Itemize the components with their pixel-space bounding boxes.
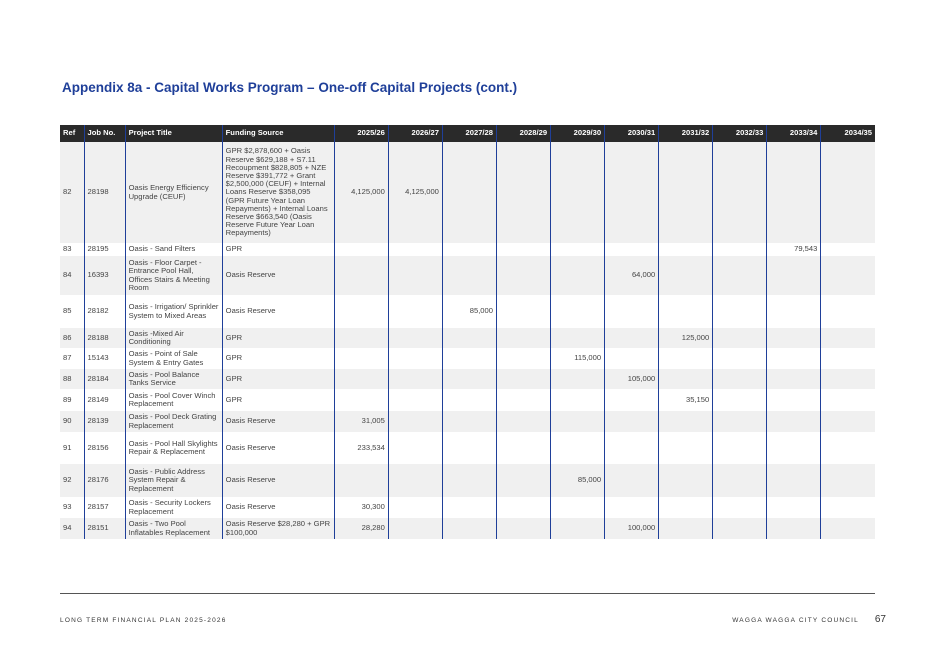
cell-2030-31: 105,000 [605,369,659,389]
cell-2034-35 [821,432,875,464]
cell-job-no: 28149 [84,389,125,411]
cell-job-no: 28139 [84,411,125,432]
cell-2031-32 [659,348,713,369]
cell-2034-35 [821,464,875,497]
cell-2025-26: 31,005 [334,411,388,432]
cell-2033-34 [767,389,821,411]
column-header-2032-33: 2032/33 [713,125,767,142]
cell-2025-26: 233,534 [334,432,388,464]
cell-2026-27 [388,411,442,432]
column-header-funding-source: Funding Source [222,125,334,142]
cell-2029-30 [551,369,605,389]
cell-2028-29 [496,369,550,389]
cell-2031-32 [659,256,713,295]
cell-funding-source: GPR $2,878,600 + Oasis Reserve $629,188 + S7.11 Recoupment $828,805 + NZE Reserve $391,772 + Grant $2,500,000 (CEUF) + Internal Loans Reserve $358,095 (GPR Future Year Loan Repayments) + Internal Loans Reserve $663,540 (Oasis Reserve Future Year Loan Repayments) [222,142,334,243]
cell-2028-29 [496,432,550,464]
cell-funding-source: GPR [222,328,334,348]
cell-2034-35 [821,328,875,348]
cell-ref: 92 [60,464,84,497]
column-header-2025-26: 2025/26 [334,125,388,142]
cell-2029-30 [551,389,605,411]
cell-job-no: 15143 [84,348,125,369]
page-title: Appendix 8a - Capital Works Program – One-off Capital Projects (cont.) [62,80,518,95]
footer-document-title: LONG TERM FINANCIAL PLAN 2025-2026 [60,617,227,624]
cell-2032-33 [713,243,767,256]
column-header-2027-28: 2027/28 [442,125,496,142]
cell-2031-32 [659,432,713,464]
column-header-2034-35: 2034/35 [821,125,875,142]
cell-2026-27 [388,369,442,389]
cell-2031-32: 35,150 [659,389,713,411]
cell-2032-33 [713,256,767,295]
cell-ref: 93 [60,497,84,518]
cell-2032-33 [713,432,767,464]
cell-2025-26: 28,280 [334,518,388,539]
cell-2031-32 [659,497,713,518]
table-row [60,142,875,243]
column-header-job-no: Job No. [84,125,125,142]
cell-project-title: Oasis Energy Efficiency Upgrade (CEUF) [125,142,222,243]
cell-2025-26: 4,125,000 [334,142,388,243]
cell-ref: 87 [60,348,84,369]
cell-project-title: Oasis -Mixed Air Conditioning [125,328,222,348]
table-row [60,256,875,295]
cell-2031-32 [659,464,713,497]
table-row [60,518,875,539]
cell-2027-28 [442,243,496,256]
cell-2030-31 [605,295,659,328]
cell-2030-31 [605,348,659,369]
cell-2034-35 [821,497,875,518]
cell-2028-29 [496,518,550,539]
cell-project-title: Oasis - Pool Hall Skylights Repair & Replacement [125,432,222,464]
column-header-2028-29: 2028/29 [496,125,550,142]
cell-2032-33 [713,328,767,348]
cell-2034-35 [821,295,875,328]
cell-project-title: Oasis - Public Address System Repair & Replacement [125,464,222,497]
cell-2027-28 [442,142,496,243]
cell-ref: 84 [60,256,84,295]
cell-2033-34 [767,411,821,432]
cell-2032-33 [713,518,767,539]
cell-project-title: Oasis - Security Lockers Replacement [125,497,222,518]
cell-job-no: 28151 [84,518,125,539]
cell-2033-34 [767,328,821,348]
cell-funding-source: Oasis Reserve [222,256,334,295]
cell-2026-27 [388,389,442,411]
cell-2033-34 [767,295,821,328]
cell-project-title: Oasis - Point of Sale System & Entry Gates [125,348,222,369]
column-header-2026-27: 2026/27 [388,125,442,142]
cell-job-no: 28188 [84,328,125,348]
cell-2030-31 [605,389,659,411]
cell-2027-28 [442,464,496,497]
cell-funding-source: Oasis Reserve [222,295,334,328]
cell-2032-33 [713,295,767,328]
table-row [60,328,875,348]
cell-2032-33 [713,369,767,389]
cell-2029-30 [551,295,605,328]
table-row [60,497,875,518]
cell-ref: 91 [60,432,84,464]
cell-2032-33 [713,464,767,497]
cell-2028-29 [496,295,550,328]
cell-2025-26 [334,464,388,497]
cell-2028-29 [496,464,550,497]
cell-2025-26 [334,256,388,295]
cell-2025-26 [334,369,388,389]
cell-2034-35 [821,348,875,369]
cell-2031-32 [659,518,713,539]
cell-2026-27: 4,125,000 [388,142,442,243]
cell-2031-32 [659,295,713,328]
cell-2031-32 [659,243,713,256]
table-row [60,295,875,328]
cell-2027-28 [442,256,496,295]
column-header-project-title: Project Title [125,125,222,142]
table-row [60,464,875,497]
cell-funding-source: Oasis Reserve [222,411,334,432]
cell-job-no: 28176 [84,464,125,497]
cell-2026-27 [388,243,442,256]
cell-2030-31 [605,464,659,497]
table-row [60,369,875,389]
cell-funding-source: Oasis Reserve [222,464,334,497]
page-number: 67 [874,614,886,625]
cell-2027-28 [442,497,496,518]
capital-works-table [60,125,875,539]
cell-funding-source: Oasis Reserve $28,280 + GPR $100,000 [222,518,334,539]
cell-project-title: Oasis - Pool Cover Winch Replacement [125,389,222,411]
cell-funding-source: GPR [222,348,334,369]
column-header-2033-34: 2033/34 [767,125,821,142]
cell-2034-35 [821,518,875,539]
cell-2032-33 [713,389,767,411]
cell-2033-34 [767,369,821,389]
cell-2026-27 [388,497,442,518]
cell-2029-30 [551,256,605,295]
cell-2032-33 [713,142,767,243]
cell-2033-34 [767,142,821,243]
table-row [60,411,875,432]
cell-2028-29 [496,348,550,369]
cell-ref: 94 [60,518,84,539]
cell-2028-29 [496,497,550,518]
cell-2028-29 [496,328,550,348]
cell-2026-27 [388,256,442,295]
cell-ref: 86 [60,328,84,348]
cell-2029-30 [551,432,605,464]
table-row [60,389,875,411]
cell-job-no: 28184 [84,369,125,389]
cell-2027-28 [442,348,496,369]
cell-2025-26 [334,348,388,369]
column-header-2031-32: 2031/32 [659,125,713,142]
cell-2033-34 [767,256,821,295]
cell-2028-29 [496,411,550,432]
cell-2028-29 [496,389,550,411]
cell-project-title: Oasis - Pool Deck Grating Replacement [125,411,222,432]
cell-2027-28 [442,389,496,411]
cell-2027-28: 85,000 [442,295,496,328]
cell-job-no: 28182 [84,295,125,328]
cell-2027-28 [442,328,496,348]
cell-2025-26 [334,328,388,348]
cell-2034-35 [821,389,875,411]
cell-2033-34 [767,518,821,539]
cell-2026-27 [388,295,442,328]
cell-2029-30 [551,497,605,518]
cell-2027-28 [442,369,496,389]
cell-ref: 88 [60,369,84,389]
cell-2031-32 [659,411,713,432]
table-row [60,348,875,369]
cell-2030-31 [605,497,659,518]
cell-ref: 85 [60,295,84,328]
cell-2025-26 [334,243,388,256]
cell-2032-33 [713,411,767,432]
cell-2026-27 [388,348,442,369]
cell-job-no: 28195 [84,243,125,256]
cell-2029-30 [551,411,605,432]
cell-project-title: Oasis - Sand Filters [125,243,222,256]
footer-organisation: WAGGA WAGGA CITY COUNCIL [732,617,859,624]
cell-2030-31 [605,328,659,348]
cell-2030-31 [605,432,659,464]
cell-2025-26 [334,295,388,328]
table-header-row [60,125,875,142]
cell-2034-35 [821,369,875,389]
cell-job-no: 28198 [84,142,125,243]
cell-2030-31: 100,000 [605,518,659,539]
cell-project-title: Oasis - Floor Carpet - Entrance Pool Hall, Offices Stairs & Meeting Room [125,256,222,295]
cell-2028-29 [496,243,550,256]
cell-2033-34 [767,348,821,369]
cell-2031-32: 125,000 [659,328,713,348]
cell-2030-31 [605,411,659,432]
cell-2026-27 [388,518,442,539]
column-header-2030-31: 2030/31 [605,125,659,142]
cell-2032-33 [713,497,767,518]
cell-funding-source: Oasis Reserve [222,497,334,518]
cell-2034-35 [821,411,875,432]
cell-2030-31 [605,243,659,256]
cell-job-no: 28156 [84,432,125,464]
cell-2027-28 [442,432,496,464]
cell-job-no: 16393 [84,256,125,295]
cell-2027-28 [442,518,496,539]
cell-2026-27 [388,432,442,464]
cell-project-title: Oasis - Two Pool Inflatables Replacement [125,518,222,539]
table-row [60,243,875,256]
cell-2026-27 [388,464,442,497]
column-header-ref: Ref [60,125,84,142]
cell-2029-30 [551,328,605,348]
cell-funding-source: GPR [222,389,334,411]
cell-2029-30: 115,000 [551,348,605,369]
cell-2034-35 [821,142,875,243]
cell-2032-33 [713,348,767,369]
cell-ref: 89 [60,389,84,411]
cell-ref: 82 [60,142,84,243]
cell-project-title: Oasis - Irrigation/ Sprinkler System to Mixed Areas [125,295,222,328]
table-row [60,432,875,464]
cell-funding-source: GPR [222,369,334,389]
cell-project-title: Oasis - Pool Balance Tanks Service [125,369,222,389]
cell-2031-32 [659,369,713,389]
cell-2034-35 [821,256,875,295]
cell-2033-34 [767,464,821,497]
footer-divider [60,593,875,594]
cell-2025-26 [334,389,388,411]
cell-2033-34 [767,432,821,464]
cell-2029-30 [551,518,605,539]
column-header-2029-30: 2029/30 [551,125,605,142]
cell-2030-31: 64,000 [605,256,659,295]
cell-funding-source: Oasis Reserve [222,432,334,464]
cell-ref: 90 [60,411,84,432]
cell-job-no: 28157 [84,497,125,518]
cell-2029-30: 85,000 [551,464,605,497]
cell-2029-30 [551,243,605,256]
cell-2025-26: 30,300 [334,497,388,518]
cell-2030-31 [605,142,659,243]
cell-2031-32 [659,142,713,243]
cell-2027-28 [442,411,496,432]
cell-2029-30 [551,142,605,243]
cell-2028-29 [496,142,550,243]
cell-2034-35 [821,243,875,256]
cell-ref: 83 [60,243,84,256]
cell-2028-29 [496,256,550,295]
cell-funding-source: GPR [222,243,334,256]
cell-2033-34 [767,497,821,518]
cell-2026-27 [388,328,442,348]
cell-2033-34: 79,543 [767,243,821,256]
